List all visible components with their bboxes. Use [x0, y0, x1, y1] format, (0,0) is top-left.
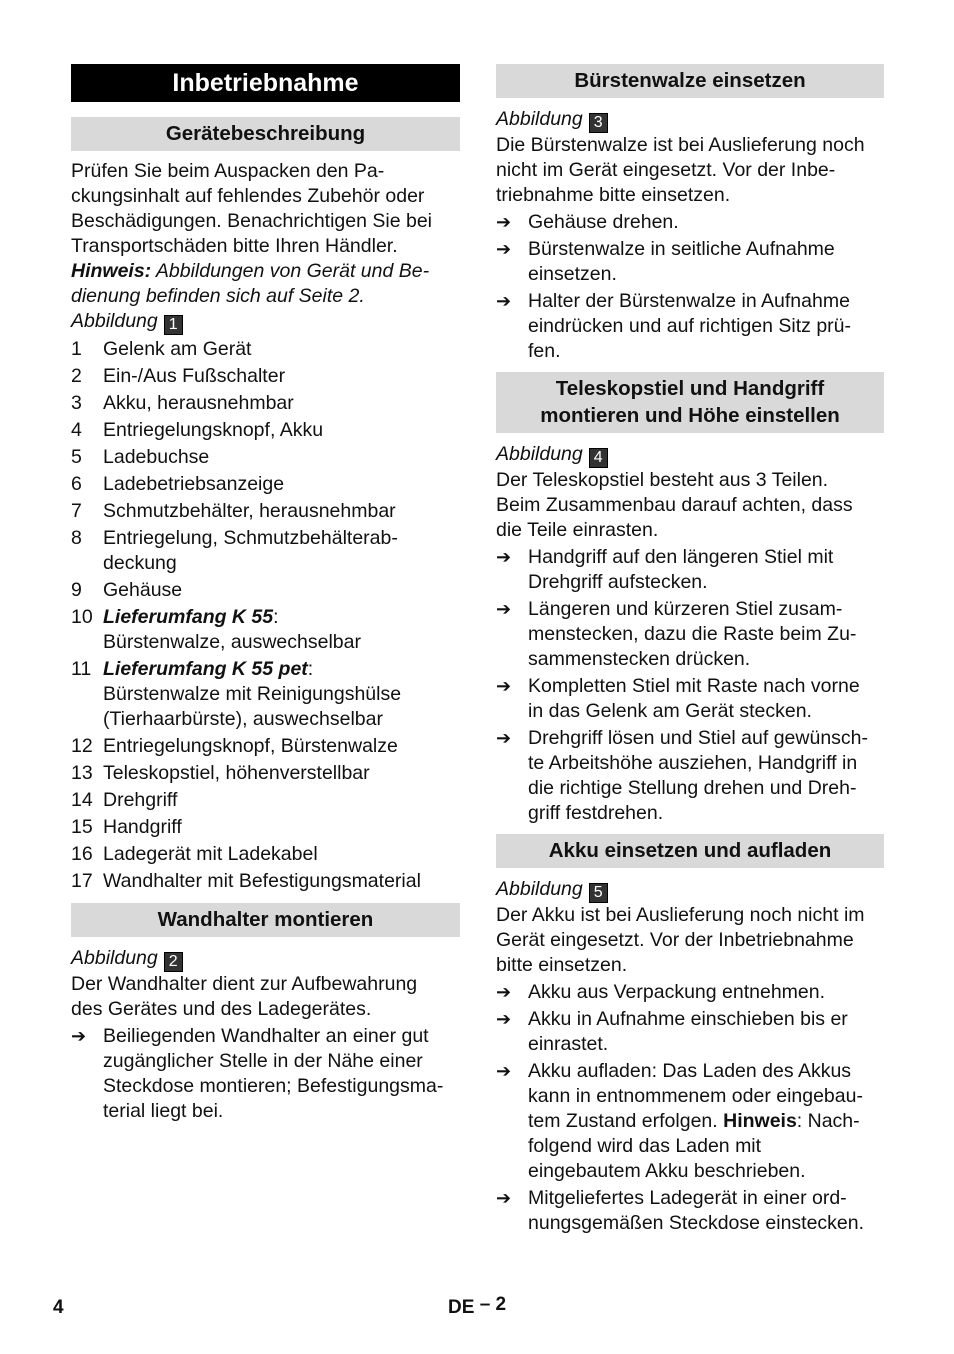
step-item	[496, 726, 884, 826]
intro-line: ckungsinhalt auf fehlendes Zubehör oder	[71, 185, 425, 207]
arrow-right-icon: ➔	[496, 1061, 512, 1081]
figure-reference	[71, 309, 460, 335]
item-text: Bürstenwalze, auswechselbar	[103, 631, 361, 653]
step-item	[496, 545, 884, 595]
language-code: DE	[448, 1297, 475, 1318]
list-item	[71, 842, 460, 867]
step-text: tem Zustand erfolgen.	[528, 1110, 724, 1132]
right-column	[496, 64, 884, 1236]
item-number: 9	[71, 579, 82, 601]
intro-line: Beim Zusammenbau darauf achten, dass	[496, 494, 853, 516]
intro-line: bitte einsetzen.	[496, 954, 628, 976]
item-text	[103, 657, 460, 682]
intro-line: Der Akku ist bei Auslieferung noch nicht im	[496, 904, 865, 926]
step-line: Akku aufladen: Das Laden des Akkus	[528, 1060, 852, 1082]
figure-label: Abbildung	[496, 443, 583, 465]
step-line: Handgriff auf den längeren Stiel mit	[528, 546, 834, 568]
item-text: deckung	[103, 552, 177, 574]
list-item	[71, 391, 460, 416]
item-text: Bürstenwalze mit Reinigungshülse	[103, 683, 402, 705]
item-text: Gelenk am Gerät	[103, 338, 252, 360]
list-item	[71, 364, 460, 389]
step-line: Beiliegenden Wandhalter an einer gut	[103, 1025, 429, 1047]
item-number: 16	[71, 843, 93, 865]
step-item	[496, 1059, 884, 1184]
figure-number-badge: 1	[164, 315, 183, 335]
step-line: kann in entnommenem oder eingebau-	[528, 1085, 863, 1107]
step-line: zugänglicher Stelle in der Nähe einer	[103, 1050, 423, 1072]
item-text: Drehgriff	[103, 789, 178, 811]
item-number: 6	[71, 473, 82, 495]
figure-reference	[496, 442, 884, 468]
hint-label: Hinweis	[723, 1110, 797, 1132]
step-line: Längeren und kürzeren Stiel zusam-	[528, 598, 843, 620]
hint-paragraph	[71, 259, 460, 284]
item-text	[103, 605, 460, 630]
item-number: 1	[71, 338, 82, 360]
item-text: Ein-/Aus Fußschalter	[103, 365, 286, 387]
figure-label: Abbildung	[71, 947, 158, 969]
list-item	[71, 578, 460, 603]
list-item	[71, 734, 460, 759]
section-heading-geraetebeschreibung: Gerätebeschreibung	[71, 117, 460, 151]
step-line: nungsgemäßen Steckdose einstecken.	[528, 1212, 865, 1234]
item-number: 13	[71, 762, 93, 784]
step-item	[496, 289, 884, 364]
list-item	[71, 499, 460, 524]
item-number: 8	[71, 527, 82, 549]
arrow-right-icon: ➔	[496, 676, 512, 696]
item-text: Teleskopstiel, höhenverstellbar	[103, 762, 370, 784]
step-item	[496, 210, 884, 235]
step-line: menstecken, dazu die Raste beim Zu-	[528, 623, 857, 645]
item-text: Entriegelungsknopf, Bürstenwalze	[103, 735, 398, 757]
step-line: Kompletten Stiel mit Raste nach vorne	[528, 675, 860, 697]
section-heading-wandhalter: Wandhalter montieren	[71, 903, 460, 937]
step-line: Akku aus Verpackung entnehmen.	[528, 981, 826, 1003]
arrow-right-icon: ➔	[71, 1026, 87, 1046]
item-text: Wandhalter mit Befestigungsmaterial	[103, 870, 421, 892]
list-item	[71, 472, 460, 497]
hint-line: dienung befinden sich auf Seite 2.	[71, 285, 365, 307]
figure-reference	[496, 107, 884, 133]
list-item	[71, 788, 460, 813]
item-text: Entriegelung, Schmutzbehälterab-	[103, 527, 398, 549]
section-heading-teleskopstiel	[496, 372, 884, 433]
item-text: Handgriff	[103, 816, 182, 838]
hint-text: Abbildungen von Gerät und Be-	[151, 260, 430, 282]
page-title: Inbetriebnahme	[71, 64, 460, 102]
step-item	[496, 237, 884, 287]
step-list	[71, 1024, 460, 1124]
sub-page-number: 2	[495, 1294, 507, 1315]
page-number: 4	[53, 1297, 64, 1318]
list-item	[71, 657, 460, 732]
intro-line: nicht im Gerät eingesetzt. Vor der Inbe-	[496, 159, 836, 181]
arrow-right-icon: ➔	[496, 982, 512, 1002]
intro-line: Die Bürstenwalze ist bei Auslieferung noch	[496, 134, 865, 156]
step-item	[496, 1186, 884, 1236]
item-number: 7	[71, 500, 82, 522]
arrow-right-icon: ➔	[496, 728, 512, 748]
item-number: 12	[71, 735, 93, 757]
step-line: Steckdose montieren; Befestigungsma-	[103, 1075, 444, 1097]
step-item	[71, 1024, 460, 1124]
list-item	[71, 815, 460, 840]
intro-line: Der Teleskopstiel besteht aus 3 Teilen.	[496, 469, 829, 491]
footer-language	[448, 1294, 507, 1319]
item-number: 2	[71, 365, 82, 387]
item-text: (Tierhaarbürste), auswechselbar	[103, 708, 383, 730]
step-line: Mitgeliefertes Ladegerät in einer ord-	[528, 1187, 847, 1209]
list-item	[71, 445, 460, 470]
intro-line: Gerät eingesetzt. Vor der Inbetriebnahme	[496, 929, 854, 951]
item-number: 15	[71, 816, 93, 838]
figure-label: Abbildung	[71, 310, 158, 332]
step-line: terial liegt bei.	[103, 1100, 224, 1122]
step-line: eindrücken und auf richtigen Sitz prü-	[528, 315, 852, 337]
step-line: Drehgriff lösen und Stiel auf gewünsch-	[528, 727, 869, 749]
step-line: griff festdrehen.	[528, 802, 664, 824]
item-text: Ladebuchse	[103, 446, 210, 468]
figure-number-badge: 3	[589, 113, 608, 133]
intro-line: triebnahme bitte einsetzen.	[496, 184, 731, 206]
arrow-right-icon: ➔	[496, 212, 512, 232]
arrow-right-icon: ➔	[496, 599, 512, 619]
footer-dash: –	[479, 1294, 491, 1315]
intro-line: die Teile einrasten.	[496, 519, 659, 541]
heading-line: Teleskopstiel und Handgriff	[555, 377, 825, 400]
list-item	[71, 418, 460, 443]
item-number: 4	[71, 419, 82, 441]
list-item	[71, 869, 460, 894]
arrow-right-icon: ➔	[496, 1188, 512, 1208]
figure-reference	[71, 946, 460, 972]
item-number: 14	[71, 789, 93, 811]
step-list	[496, 210, 884, 364]
step-line: eingebautem Akku beschrieben.	[528, 1160, 806, 1182]
item-text: Ladebetriebsanzeige	[103, 473, 285, 495]
figure-number-badge: 4	[589, 448, 608, 468]
intro-line: des Gerätes und des Ladegerätes.	[71, 998, 372, 1020]
figure-number-badge: 5	[589, 883, 608, 903]
intro-line: Der Wandhalter dient zur Aufbewahrung	[71, 973, 418, 995]
arrow-right-icon: ➔	[496, 291, 512, 311]
item-number: 10	[71, 606, 93, 628]
step-line: Gehäuse drehen.	[528, 211, 679, 233]
item-bold-label: Lieferumfang K 55 pet	[103, 658, 308, 680]
figure-label: Abbildung	[496, 108, 583, 130]
item-number: 5	[71, 446, 82, 468]
step-item	[496, 674, 884, 724]
list-item	[71, 761, 460, 786]
item-text: Gehäuse	[103, 579, 183, 601]
intro-line: Beschädigungen. Benachrichtigen Sie bei	[71, 210, 433, 232]
step-line: te Arbeitshöhe ausziehen, Handgriff in	[528, 752, 858, 774]
step-line: die richtige Stellung drehen und Dreh-	[528, 777, 857, 799]
section-heading-akku: Akku einsetzen und aufladen	[496, 834, 884, 868]
item-suffix: :	[307, 658, 314, 680]
step-item	[496, 597, 884, 672]
arrow-right-icon: ➔	[496, 547, 512, 567]
step-list	[496, 545, 884, 826]
figure-number-badge: 2	[164, 952, 183, 972]
step-text: : Nach-	[796, 1110, 860, 1132]
item-bold-label: Lieferumfang K 55	[103, 606, 274, 628]
section-heading-buerstenwalze: Bürstenwalze einsetzen	[496, 64, 884, 98]
item-text: Entriegelungsknopf, Akku	[103, 419, 324, 441]
left-column	[71, 64, 460, 1124]
step-line: sammenstecken drücken.	[528, 648, 751, 670]
item-number: 17	[71, 870, 93, 892]
step-line: Akku in Aufnahme einschieben bis er	[528, 1008, 848, 1030]
item-text: Schmutzbehälter, herausnehmbar	[103, 500, 396, 522]
step-line: fen.	[528, 340, 561, 362]
item-suffix: :	[273, 606, 279, 628]
step-line	[528, 1109, 884, 1134]
step-item	[496, 980, 884, 1005]
step-line: Halter der Bürstenwalze in Aufnahme	[528, 290, 850, 312]
step-line: folgend wird das Laden mit	[528, 1135, 762, 1157]
arrow-right-icon: ➔	[496, 1009, 512, 1029]
hint-label: Hinweis:	[71, 260, 152, 282]
parts-list	[71, 337, 460, 894]
list-item	[71, 526, 460, 576]
step-line: einsetzen.	[528, 263, 617, 285]
list-item	[71, 605, 460, 655]
figure-label: Abbildung	[496, 878, 583, 900]
figure-reference	[496, 877, 884, 903]
intro-line: Transportschäden bitte Ihren Händler.	[71, 235, 398, 257]
item-text: Ladegerät mit Ladekabel	[103, 843, 318, 865]
item-number: 11	[71, 658, 92, 680]
step-line: Drehgriff aufstecken.	[528, 571, 708, 593]
heading-line: montieren und Höhe einstellen	[540, 404, 840, 427]
intro-line: Prüfen Sie beim Auspacken den Pa-	[71, 160, 385, 182]
item-text: Akku, herausnehmbar	[103, 392, 294, 414]
step-line: Bürstenwalze in seitliche Aufnahme	[528, 238, 835, 260]
arrow-right-icon: ➔	[496, 239, 512, 259]
item-number: 3	[71, 392, 82, 414]
step-item	[496, 1007, 884, 1057]
step-line: in das Gelenk am Gerät stecken.	[528, 700, 812, 722]
step-line: einrastet.	[528, 1033, 609, 1055]
list-item	[71, 337, 460, 362]
